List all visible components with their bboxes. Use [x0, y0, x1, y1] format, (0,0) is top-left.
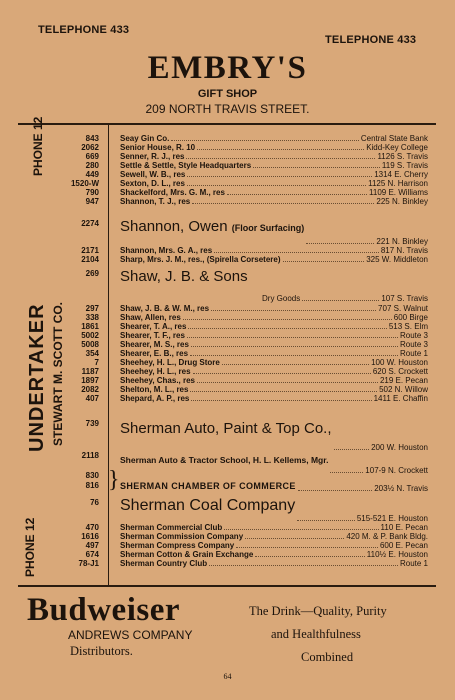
entry-name: Shannon, Mrs. G. A., res: [120, 246, 213, 255]
entry-name: Senner, R. J., res: [120, 152, 185, 161]
entry-name: Shelton, M. L., res: [120, 385, 189, 394]
entry-number: 2171: [81, 246, 99, 255]
dot-leader: [214, 252, 379, 253]
tractor-number: 2118: [81, 451, 99, 460]
entry-address: 817 N. Travis: [380, 246, 428, 255]
dot-leader: [192, 203, 374, 204]
entry-address: 219 E. Pecan: [379, 376, 428, 385]
entry-number: 297: [85, 304, 99, 313]
ad-role: Distributors.: [70, 644, 133, 658]
entry-number: 1187: [81, 367, 99, 376]
entry-name: Sheehey, H. L., res: [120, 367, 191, 376]
entry-number: 78-J1: [78, 559, 99, 568]
owen-name: [120, 218, 304, 235]
dot-leader: [193, 373, 371, 374]
dot-leader: [222, 364, 369, 365]
entry-address: 110½ E. Houston: [366, 550, 428, 559]
entry-address: 225 N. Binkley: [376, 197, 428, 206]
shop-address: 209 NORTH TRAVIS STREET.: [145, 102, 310, 116]
chamber-number-1: 830: [85, 471, 99, 480]
entry-address: 502 N. Willow: [379, 385, 428, 394]
owen-number: 2274: [81, 219, 99, 228]
entry-address: 600 E. Pecan: [379, 541, 428, 550]
entry-address: Route 1: [399, 559, 428, 568]
entry-address: 1314 E. Cherry: [374, 170, 428, 179]
entry-name: Sherman Country Club: [120, 559, 208, 568]
entry-name: Shaw, Allen, res: [120, 313, 181, 322]
entry-address: 620 S. Crockett: [372, 367, 428, 376]
tractor-name: Sherman Auto & Tractor School, H. L. Kellems, Mgr.: [120, 455, 329, 465]
dot-leader: [334, 449, 370, 450]
dot-leader: [211, 310, 376, 311]
entry-address: 1109 E. Williams: [369, 188, 428, 197]
entry-name: Sheehey, Chas., res: [120, 376, 195, 385]
dot-leader: [245, 538, 344, 539]
side-undertaker: UNDERTAKER: [26, 303, 48, 452]
entry-address: Kidd-Key College: [366, 143, 428, 152]
entry-name: Sharp, Mrs. J. M., res., (Spirella Corsetere): [120, 255, 281, 264]
dot-leader: [236, 547, 378, 548]
owen-desc: (Floor Surfacing): [231, 223, 305, 233]
entry-address: Central State Bank: [360, 134, 428, 143]
entry-number: 674: [85, 550, 99, 559]
dot-leader: [302, 300, 379, 301]
entry-address: 1411 E. Chaffin: [373, 394, 428, 403]
jb-name: Shaw, J. B. & Sons: [120, 268, 248, 285]
entry-address: 110 E. Pecan: [380, 523, 428, 532]
entry-number: 1616: [81, 532, 99, 541]
entry-address: 420 M. & P. Bank Bldg.: [346, 532, 428, 541]
entry-name: Sherman Commercial Club: [120, 523, 223, 532]
dot-leader: [171, 140, 358, 141]
page-number: 64: [223, 672, 232, 681]
entry-name: Settle & Settle, Style Headquarters: [120, 161, 252, 170]
entry-name: Shearer, T. A., res: [120, 322, 187, 331]
coal-number: 76: [90, 498, 99, 507]
dot-leader: [186, 158, 375, 159]
entry-name: Shearer, M. S., res: [120, 340, 189, 349]
entry-name: Shaw, J. B. & W. M., res: [120, 304, 210, 313]
entry-address: Route 1: [399, 349, 428, 358]
entry-number: 280: [85, 161, 99, 170]
jb-desc: Dry Goods: [262, 294, 301, 303]
dot-leader: [227, 194, 367, 195]
dot-leader: [224, 529, 378, 530]
top-rule: [18, 123, 436, 125]
entry-name: Shearer, E. B., res: [120, 349, 189, 358]
dot-leader: [190, 355, 398, 356]
entry-name: Sewell, W. B., res: [120, 170, 186, 179]
ad-company: ANDREWS COMPANY: [68, 628, 193, 642]
coal-name: Sherman Coal Company: [120, 497, 296, 514]
dot-leader: [330, 472, 363, 473]
bottom-rule: [18, 585, 436, 587]
entry-number: 7: [94, 358, 99, 367]
chamber-address: 203½ N. Travis: [374, 484, 428, 493]
entry-address: 1125 N. Harrison: [368, 179, 428, 188]
tractor-address: 107-9 N. Crockett: [365, 466, 428, 475]
chamber-name: SHERMAN CHAMBER OF COMMERCE: [120, 481, 296, 491]
dot-leader: [187, 185, 366, 186]
entry-number: 5002: [81, 331, 99, 340]
column-divider: [108, 124, 109, 585]
dot-leader: [183, 319, 392, 320]
dot-leader: [209, 565, 398, 566]
entry-number: 843: [85, 134, 99, 143]
entry-number: 1520-W: [70, 179, 99, 188]
chamber-number-2: 816: [85, 481, 99, 490]
shop-subtitle: GIFT SHOP: [197, 88, 258, 100]
auto-address: 200 W. Houston: [371, 443, 428, 452]
auto-number: 739: [85, 419, 99, 428]
entry-name: Sherman Commission Company: [120, 532, 244, 541]
owen-name-text: Shannon, Owen: [120, 218, 228, 235]
dot-leader: [191, 346, 398, 347]
dot-leader: [297, 520, 355, 521]
coal-address: 515-521 E. Houston: [356, 514, 428, 523]
dot-leader: [188, 328, 386, 329]
entry-number: 449: [85, 170, 99, 179]
entry-address: 100 W. Houston: [371, 358, 428, 367]
dot-leader: [191, 400, 371, 401]
entry-name: Shannon, T. J., res: [120, 197, 191, 206]
entry-name: Seay Gin Co.: [120, 134, 170, 143]
entry-name: Shepard, A. P., res: [120, 394, 190, 403]
telephone-left: TELEPHONE 433: [38, 24, 130, 36]
jb-number: 269: [85, 269, 99, 278]
entry-number: 354: [85, 349, 99, 358]
entry-name: Sherman Cotton & Grain Exchange: [120, 550, 254, 559]
entry-address: 600 Birge: [393, 313, 428, 322]
dot-leader: [306, 243, 374, 244]
entry-number: 2082: [81, 385, 99, 394]
entry-name: Shearer, T. F., res: [120, 331, 185, 340]
entry-address: 325 W. Middleton: [366, 255, 428, 264]
entry-name: Sexton, D. L., res: [120, 179, 185, 188]
auto-name: Sherman Auto, Paint & Top Co.,: [120, 420, 332, 437]
ad-brand: Budweiser: [27, 592, 180, 628]
dot-leader: [255, 556, 364, 557]
owen-address: 221 N. Binkley: [376, 237, 428, 246]
entry-number: 1861: [81, 322, 99, 331]
chamber-brace: }: [108, 467, 120, 493]
entry-number: 470: [85, 523, 99, 532]
entry-address: 513 S. Elm: [388, 322, 428, 331]
ad-slogan-1: The Drink—Quality, Purity: [249, 604, 387, 618]
ad-slogan-2: and Healthfulness: [271, 627, 361, 641]
dot-leader: [187, 176, 372, 177]
entry-number: 669: [85, 152, 99, 161]
entry-address: 119 S. Travis: [381, 161, 428, 170]
entry-number: 2104: [81, 255, 99, 264]
dot-leader: [253, 167, 380, 168]
entry-address: Route 3: [399, 331, 428, 340]
dot-leader: [283, 261, 365, 262]
entry-number: 947: [85, 197, 99, 206]
entry-address: 1126 S. Travis: [377, 152, 428, 161]
side-company: STEWART M. SCOTT CO.: [51, 302, 65, 446]
jb-address: 107 S. Travis: [381, 294, 428, 303]
entry-number: 2062: [81, 143, 99, 152]
ad-slogan-3: Combined: [301, 650, 354, 664]
entry-name: Sheehey, H. L., Drug Store: [120, 358, 220, 367]
dot-leader: [298, 490, 372, 491]
entry-name: Senior House, R. 10: [120, 143, 196, 152]
telephone-right: TELEPHONE 433: [325, 34, 417, 46]
dot-leader: [190, 391, 377, 392]
entry-number: 790: [85, 188, 99, 197]
entry-name: Shackelford, Mrs. G. M., res: [120, 188, 225, 197]
entry-number: 407: [85, 394, 99, 403]
dot-leader: [187, 337, 398, 338]
entry-number: 497: [85, 541, 99, 550]
dot-leader: [197, 149, 364, 150]
side-phone-top: PHONE 12: [31, 116, 45, 176]
side-phone-bottom: PHONE 12: [23, 517, 37, 577]
dot-leader: [197, 382, 378, 383]
entry-number: 1897: [81, 376, 99, 385]
entry-address: 707 S. Walnut: [378, 304, 428, 313]
entry-name: Sherman Compress Company: [120, 541, 235, 550]
entry-number: 5008: [81, 340, 99, 349]
shop-title: EMBRY'S: [147, 50, 308, 86]
entry-address: Route 3: [399, 340, 428, 349]
entry-number: 338: [85, 313, 99, 322]
